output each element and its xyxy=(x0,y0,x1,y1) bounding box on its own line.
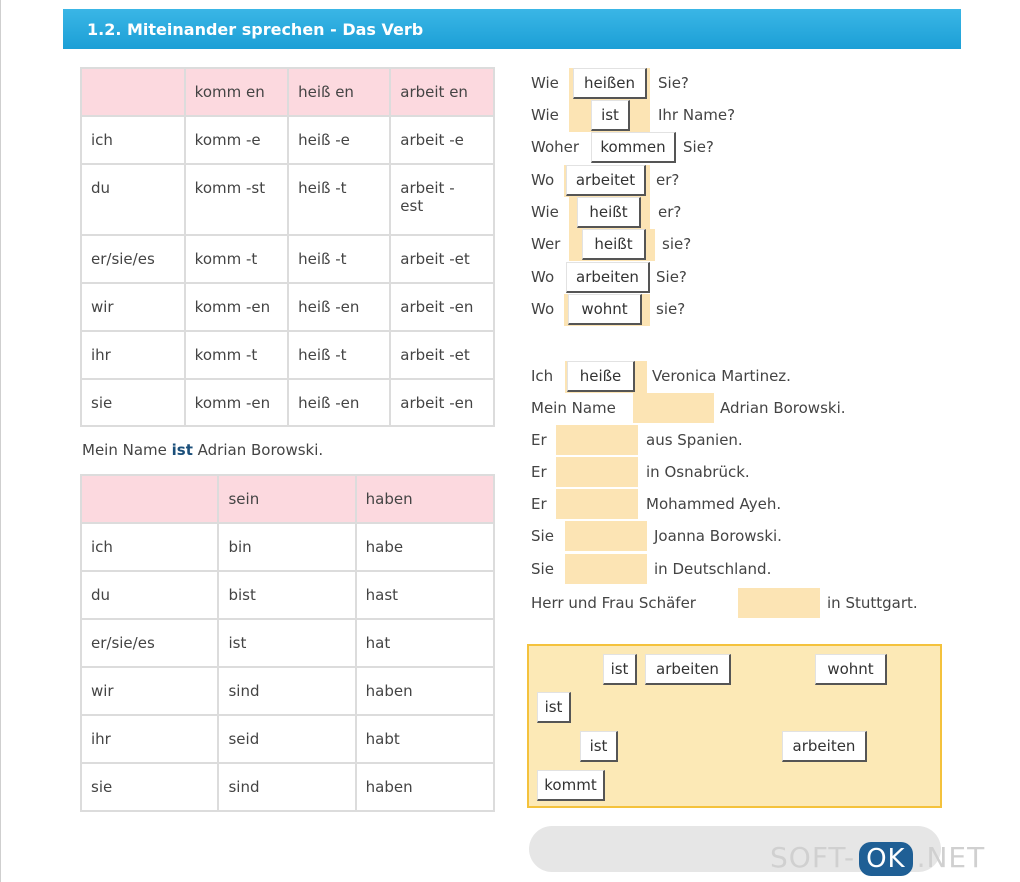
pronoun-cell: wir xyxy=(81,667,218,715)
answer-slot[interactable] xyxy=(556,457,638,487)
table-cell: heiß -en xyxy=(288,283,390,331)
word-chip[interactable]: ist xyxy=(537,692,571,723)
table-cell: habe xyxy=(356,523,494,571)
answer-chip[interactable]: heißt xyxy=(582,229,646,260)
word-chip[interactable]: ist xyxy=(603,654,637,685)
example-verb: ist xyxy=(171,441,193,459)
question-left: Woher xyxy=(531,138,580,156)
question-right: er? xyxy=(656,171,680,189)
question-right: Sie? xyxy=(658,74,689,92)
question-right: Sie? xyxy=(683,138,714,156)
sentence-left: Er xyxy=(531,431,547,449)
sentence-left: Herr und Frau Schäfer xyxy=(531,594,696,612)
table-cell: komm -t xyxy=(185,331,288,379)
answer-slot[interactable] xyxy=(556,489,638,519)
question-left: Wo xyxy=(531,300,555,318)
answer-chip[interactable]: arbeitet xyxy=(566,165,646,196)
table-cell: heiß -t xyxy=(288,164,390,235)
question-right: sie? xyxy=(656,300,686,318)
sentence-right: Adrian Borowski. xyxy=(720,399,846,417)
pronoun-cell: ihr xyxy=(81,331,185,379)
question-left: Wie xyxy=(531,203,559,221)
table-cell: heiß -t xyxy=(288,331,390,379)
question-right: sie? xyxy=(662,235,692,253)
table-cell: komm -en xyxy=(185,379,288,426)
table-row xyxy=(81,571,494,619)
table-cell: sind xyxy=(218,763,355,811)
example-sentence xyxy=(82,441,323,459)
table-row xyxy=(81,763,494,811)
pronoun-cell: du xyxy=(81,571,218,619)
sentence-right: aus Spanien. xyxy=(646,431,743,449)
header-cell: arbeit en xyxy=(390,68,494,116)
word-chip[interactable]: arbeiten xyxy=(645,654,731,685)
answer-slot[interactable] xyxy=(738,588,820,618)
watermark-badge: OK xyxy=(859,842,913,876)
table-cell: bin xyxy=(218,523,355,571)
pronoun-cell: er/sie/es xyxy=(81,235,185,283)
conjugation-table-irregular xyxy=(80,474,495,812)
answer-slot[interactable] xyxy=(556,425,638,455)
title-bar xyxy=(63,9,961,49)
answer-chip[interactable]: kommen xyxy=(591,132,676,163)
table-row xyxy=(81,283,494,331)
table-cell: komm -st xyxy=(185,164,288,235)
sentence-right: in Osnabrück. xyxy=(646,463,750,481)
pronoun-cell: wir xyxy=(81,283,185,331)
table-cell: heiß -en xyxy=(288,379,390,426)
answer-chip[interactable]: wohnt xyxy=(568,294,642,325)
question-left: Wer xyxy=(531,235,561,253)
answer-chip[interactable]: heißen xyxy=(573,68,647,99)
header-cell xyxy=(81,68,185,116)
pronoun-cell: ihr xyxy=(81,715,218,763)
sentence-left: Sie xyxy=(531,527,554,545)
table-cell: seid xyxy=(218,715,355,763)
table-row xyxy=(81,116,494,164)
question-left: Wo xyxy=(531,268,555,286)
header-cell: haben xyxy=(356,475,494,523)
table-row xyxy=(81,523,494,571)
word-chip[interactable]: kommt xyxy=(537,770,605,801)
answer-chip[interactable]: arbeiten xyxy=(566,262,650,293)
table-cell: arbeit -en xyxy=(390,283,494,331)
question-left: Wie xyxy=(531,106,559,124)
table-cell: komm -t xyxy=(185,235,288,283)
table-cell: arbeit - est xyxy=(390,164,494,235)
table-row xyxy=(81,667,494,715)
header-cell: sein xyxy=(218,475,355,523)
table-cell: ist xyxy=(218,619,355,667)
sentence-left: Ich xyxy=(531,367,554,385)
sentence-right: in Stuttgart. xyxy=(827,594,918,612)
question-right: Ihr Name? xyxy=(658,106,736,124)
example-after: Adrian Borowski. xyxy=(192,441,324,459)
answer-chip[interactable]: heißt xyxy=(577,197,641,228)
table-row xyxy=(81,235,494,283)
table-row xyxy=(81,331,494,379)
table-row xyxy=(81,164,494,235)
sentence-right: Joanna Borowski. xyxy=(654,527,782,545)
table-row xyxy=(81,619,494,667)
sentence-left: Sie xyxy=(531,560,554,578)
word-chip[interactable]: arbeiten xyxy=(782,731,867,762)
table-cell: habt xyxy=(356,715,494,763)
sentence-left: Er xyxy=(531,463,547,481)
table-cell: arbeit -et xyxy=(390,331,494,379)
answer-slot[interactable] xyxy=(633,393,714,423)
header-cell xyxy=(81,475,218,523)
sentence-right: Mohammed Ayeh. xyxy=(646,495,782,513)
pronoun-cell: ich xyxy=(81,116,185,164)
sentence-right: Veronica Martinez. xyxy=(652,367,791,385)
table-cell: heiß -t xyxy=(288,235,390,283)
sentence-left: Mein Name xyxy=(531,399,616,417)
table-cell: hast xyxy=(356,571,494,619)
sentence-right: in Deutschland. xyxy=(654,560,772,578)
question-left: Wie xyxy=(531,74,559,92)
pronoun-cell: er/sie/es xyxy=(81,619,218,667)
question-left: Wo xyxy=(531,171,555,189)
answer-slot[interactable] xyxy=(565,521,647,551)
table-cell: sind xyxy=(218,667,355,715)
watermark-left: SOFT- xyxy=(770,841,856,874)
pronoun-cell: ich xyxy=(81,523,218,571)
watermark-right: .NET xyxy=(916,841,986,874)
word-chip[interactable]: wohnt xyxy=(815,654,887,685)
question-right: Sie? xyxy=(656,268,687,286)
table-cell: haben xyxy=(356,763,494,811)
table-cell: hat xyxy=(356,619,494,667)
header-cell: komm en xyxy=(185,68,288,116)
page-title: 1.2. Miteinander sprechen - Das Verb xyxy=(87,20,424,39)
table-row xyxy=(81,715,494,763)
pronoun-cell: sie xyxy=(81,763,218,811)
conjugation-table-regular xyxy=(80,67,495,427)
table-cell: arbeit -et xyxy=(390,235,494,283)
answer-chip[interactable]: heiße xyxy=(567,361,635,392)
table-cell: bist xyxy=(218,571,355,619)
table-cell: komm -e xyxy=(185,116,288,164)
table-cell: komm -en xyxy=(185,283,288,331)
answer-chip[interactable]: ist xyxy=(591,100,630,131)
watermark xyxy=(770,841,985,876)
table-cell: arbeit -e xyxy=(390,116,494,164)
left-border xyxy=(0,0,1,882)
answer-slot[interactable] xyxy=(565,554,647,584)
pronoun-cell: du xyxy=(81,164,185,235)
sentence-left: Er xyxy=(531,495,547,513)
word-chip[interactable]: ist xyxy=(580,731,618,762)
header-cell: heiß en xyxy=(288,68,390,116)
table-row xyxy=(81,379,494,426)
table-cell: haben xyxy=(356,667,494,715)
table-cell: arbeit -en xyxy=(390,379,494,426)
question-right: er? xyxy=(658,203,682,221)
example-before: Mein Name xyxy=(82,441,172,459)
pronoun-cell: sie xyxy=(81,379,185,426)
table-cell: heiß -e xyxy=(288,116,390,164)
